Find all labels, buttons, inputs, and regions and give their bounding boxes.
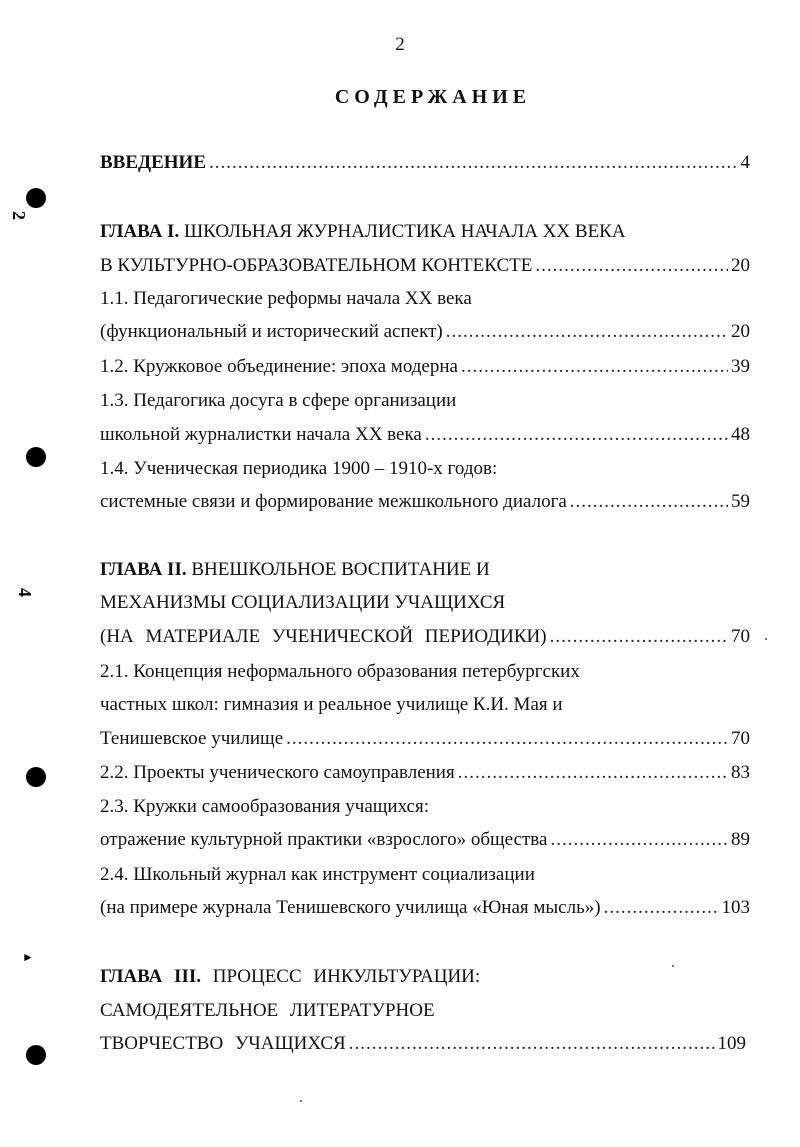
scan-speck (765, 638, 767, 640)
chapter-title-line: ШКОЛЬНАЯ ЖУРНАЛИСТИКА НАЧАЛА XX ВЕКА (183, 221, 626, 242)
toc-chapter-3-heading[interactable] (100, 966, 750, 996)
section-title-line: школьной журналистки начала XX века (100, 424, 422, 445)
toc-leader-dots (550, 829, 728, 851)
toc-section-2-4-heading[interactable] (100, 864, 750, 894)
toc-page-number: 70 (731, 626, 750, 647)
toc-page-number: 20 (731, 255, 750, 276)
scan-speck (672, 965, 674, 967)
toc-leader-dots (535, 255, 728, 277)
toc-leader-dots (550, 626, 728, 648)
toc-chapter-2[interactable] (100, 626, 750, 656)
toc-page-number: 109 (717, 1033, 746, 1054)
toc-page-number: 20 (731, 321, 750, 342)
toc-section-2-1[interactable] (100, 728, 750, 758)
toc-chapter-3[interactable] (100, 1033, 746, 1063)
toc-entry-intro[interactable] (100, 152, 750, 182)
toc-page-number: 4 (740, 152, 750, 173)
toc-leader-dots (425, 424, 728, 446)
toc-section-2-1-line2[interactable] (100, 694, 750, 724)
chapter-label: ГЛАВА III. (100, 966, 201, 987)
toc-page-number: 59 (731, 491, 750, 512)
toc-leader-dots (286, 728, 728, 750)
toc-leader-dots (446, 321, 728, 343)
section-title-line: 2.1. Концепция неформального образования петербургских (100, 661, 580, 682)
toc-section-1-1-heading[interactable] (100, 288, 750, 318)
toc-page-number: 39 (731, 356, 750, 377)
chapter-title-line: ВНЕШКОЛЬНОЕ ВОСПИТАНИЕ И (191, 559, 490, 580)
toc-entry-label: ВВЕДЕНИЕ (100, 152, 206, 173)
toc-page-number: 70 (731, 728, 750, 749)
chapter-title-line: МЕХАНИЗМЫ СОЦИАЛИЗАЦИИ УЧАЩИХСЯ (100, 592, 506, 613)
section-title-line: 1.3. Педагогика досуга в сфере организации (100, 390, 457, 411)
toc-section-1-4[interactable] (100, 491, 750, 521)
toc-chapter-1-heading[interactable] (100, 221, 750, 251)
toc-section-1-3[interactable] (100, 424, 750, 454)
toc-section-2-1-heading[interactable] (100, 661, 750, 691)
punch-hole (26, 447, 46, 467)
section-title-line: (на примере журнала Тенишевского училища «Юная мысль») (100, 897, 601, 918)
toc-leader-dots (604, 897, 719, 919)
toc-section-2-3-heading[interactable] (100, 796, 750, 826)
chapter-title-line: ПРОЦЕСС ИНКУЛЬТУРАЦИИ: (212, 966, 481, 987)
toc-chapter-2-heading[interactable] (100, 559, 750, 589)
section-title-line: 2.4. Школьный журнал как инструмент социализации (100, 864, 535, 885)
toc-section-2-3[interactable] (100, 829, 750, 859)
toc-page-number: 89 (731, 829, 750, 850)
section-title-line: 2.3. Кружки самообразования учащихся: (100, 796, 429, 817)
chapter-label: ГЛАВА II. (100, 559, 187, 580)
toc-section-1-2[interactable] (100, 356, 750, 386)
chapter-title-line: ТВОРЧЕСТВО УЧАЩИХСЯ (100, 1033, 346, 1054)
page-title: СОДЕРЖАНИЕ (334, 86, 532, 108)
toc-section-1-1[interactable] (100, 321, 750, 351)
margin-mark-arrow: ► (22, 950, 34, 964)
page-number: 2 (395, 34, 405, 55)
toc-section-2-2[interactable] (100, 762, 750, 792)
section-title-line: 1.2. Кружковое объединение: эпоха модерна (100, 356, 458, 377)
section-title-line: Тенишевское училище (100, 728, 284, 749)
toc-page-number: 83 (731, 762, 750, 783)
toc-leader-dots (570, 491, 728, 513)
toc-leader-dots (458, 762, 728, 784)
toc-chapter-1[interactable] (100, 255, 750, 285)
punch-hole (26, 188, 46, 208)
section-title-line: 2.2. Проекты ученического самоуправления (100, 762, 455, 783)
section-title-line: (функциональный и исторический аспект) (100, 321, 443, 342)
toc-section-1-3-heading[interactable] (100, 390, 750, 420)
toc-section-1-4-heading[interactable] (100, 458, 750, 488)
section-title-line: 1.1. Педагогические реформы начала XX века (100, 288, 472, 309)
toc-chapter-2-line2[interactable] (100, 592, 750, 622)
margin-mark: 4 (15, 588, 35, 597)
toc-leader-dots (349, 1033, 715, 1055)
chapter-title-line: САМОДЕЯТЕЛЬНОЕ ЛИТЕРАТУРНОЕ (100, 1000, 435, 1021)
chapter-title-line: В КУЛЬТУРНО-ОБРАЗОВАТЕЛЬНОМ КОНТЕКСТЕ (100, 255, 533, 276)
section-title-line: отражение культурной практики «взрослого» общества (100, 829, 548, 850)
toc-chapter-3-line2[interactable] (100, 1000, 750, 1030)
toc-section-2-4[interactable] (100, 897, 750, 927)
toc-page-number: 48 (731, 424, 750, 445)
punch-hole (26, 767, 46, 787)
punch-hole (26, 1045, 46, 1065)
margin-mark: 2 (9, 211, 29, 220)
scan-speck (300, 1100, 302, 1102)
toc-leader-dots (209, 152, 738, 174)
chapter-label: ГЛАВА I. (100, 221, 180, 242)
toc-page-number: 103 (721, 897, 750, 918)
toc-leader-dots (461, 356, 728, 378)
section-title-line: системные связи и формирование межшкольного диалога (100, 491, 567, 512)
section-title-line: частных школ: гимназия и реальное училище К.И. Мая и (100, 694, 563, 715)
chapter-title-line: (НА МАТЕРИАЛЕ УЧЕНИЧЕСКОЙ ПЕРИОДИКИ) (100, 626, 547, 647)
section-title-line: 1.4. Ученическая периодика 1900 – 1910-х годов: (100, 458, 498, 479)
